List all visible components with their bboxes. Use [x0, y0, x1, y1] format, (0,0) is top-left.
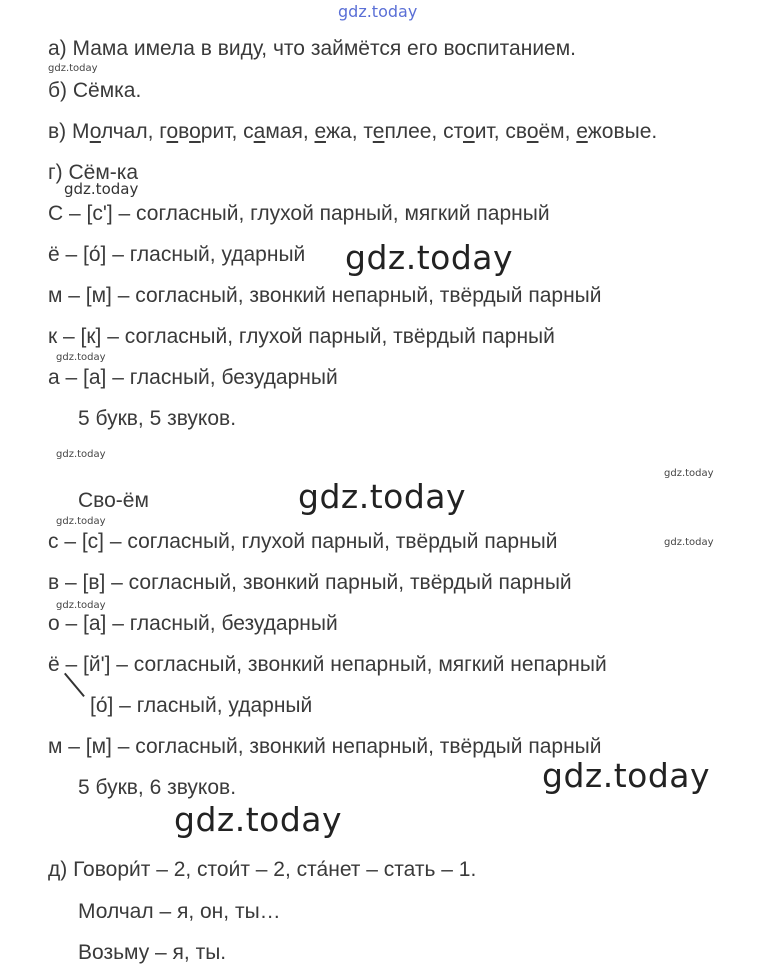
underlined-vowel: а	[253, 120, 266, 143]
answer-v-prefix: в)	[48, 120, 72, 143]
svoyom-line-2: в – [в] – согласный, звонкий парный, твёрдый парный	[48, 571, 572, 594]
underlined-vowel: о	[526, 120, 539, 143]
watermark: gdz.today	[56, 600, 106, 611]
answer-d: д) Говори́т – 2, стои́т – 2, ста́нет – стать – 1.	[48, 858, 477, 881]
watermark: gdz.today	[56, 352, 106, 363]
underlined-vowel: е	[576, 120, 588, 143]
svoyom-line-6: м – [м] – согласный, звонкий непарный, твёрдый парный	[48, 735, 602, 758]
semka-line-1: С – [с'] – согласный, глухой парный, мягкий парный	[48, 202, 550, 225]
underlined-vowel: о	[89, 120, 101, 143]
answer-g: г) Сём-ка	[48, 161, 139, 184]
svoyom-line-1: с – [с] – согласный, глухой парный, твёрдый парный	[48, 530, 558, 553]
watermark: gdz.today	[174, 800, 343, 839]
semka-count: 5 букв, 5 звуков.	[78, 407, 237, 430]
watermark: gdz.today	[56, 516, 106, 527]
svoyom-line-5: [о́] – гласный, ударный	[90, 694, 313, 717]
svoyom-title: Сво-ём	[78, 489, 149, 512]
answer-v-word: стоит,	[443, 120, 506, 143]
answer-v-word: Молчал,	[71, 120, 160, 143]
underlined-vowel: о	[189, 120, 201, 143]
watermark: gdz.today	[345, 238, 514, 277]
watermark: gdz.today	[48, 63, 98, 74]
answer-v-word: говорит,	[159, 120, 244, 143]
watermark: gdz.today	[56, 449, 106, 460]
answer-d-molchal: Молчал – я, он, ты…	[78, 900, 281, 923]
underlined-vowel: е	[372, 120, 385, 143]
watermark: gdz.today	[64, 180, 139, 198]
watermark: gdz.today	[664, 468, 714, 479]
svoyom-line-4: ё – [й'] – согласный, звонкий непарный, мягкий непарный	[48, 653, 607, 676]
semka-line-4: к – [к] – согласный, глухой парный, твёрдый парный	[48, 325, 555, 348]
answer-a: а) Мама имела в виду, что займётся его воспитанием.	[48, 37, 576, 60]
watermark: gdz.today	[338, 2, 418, 21]
answer-v-word: самая,	[243, 120, 315, 143]
semka-line-3: м – [м] – согласный, звонкий непарный, твёрдый парный	[48, 284, 602, 307]
watermark: gdz.today	[542, 756, 711, 795]
semka-line-5: а – [а] – гласный, безударный	[48, 366, 338, 389]
answer-v-word: ежа,	[314, 120, 364, 143]
answer-v-word: своём,	[505, 120, 577, 143]
semka-line-2: ё – [о́] – гласный, ударный	[48, 243, 306, 266]
answer-v-word: ежовые.	[576, 120, 658, 143]
svoyom-line-3: о – [а] – гласный, безударный	[48, 612, 338, 635]
underlined-vowel: о	[166, 120, 179, 143]
underlined-vowel: о	[463, 120, 475, 143]
answer-b: б) Сёмка.	[48, 79, 142, 102]
answer-v	[48, 119, 657, 145]
watermark: gdz.today	[664, 537, 714, 548]
watermark: gdz.today	[298, 477, 467, 516]
answer-d-vozmu: Возьму – я, ты.	[78, 941, 227, 964]
answer-v-word: теплее,	[363, 120, 444, 143]
svoyom-count: 5 букв, 6 звуков.	[78, 776, 237, 799]
underlined-vowel: е	[314, 120, 326, 143]
